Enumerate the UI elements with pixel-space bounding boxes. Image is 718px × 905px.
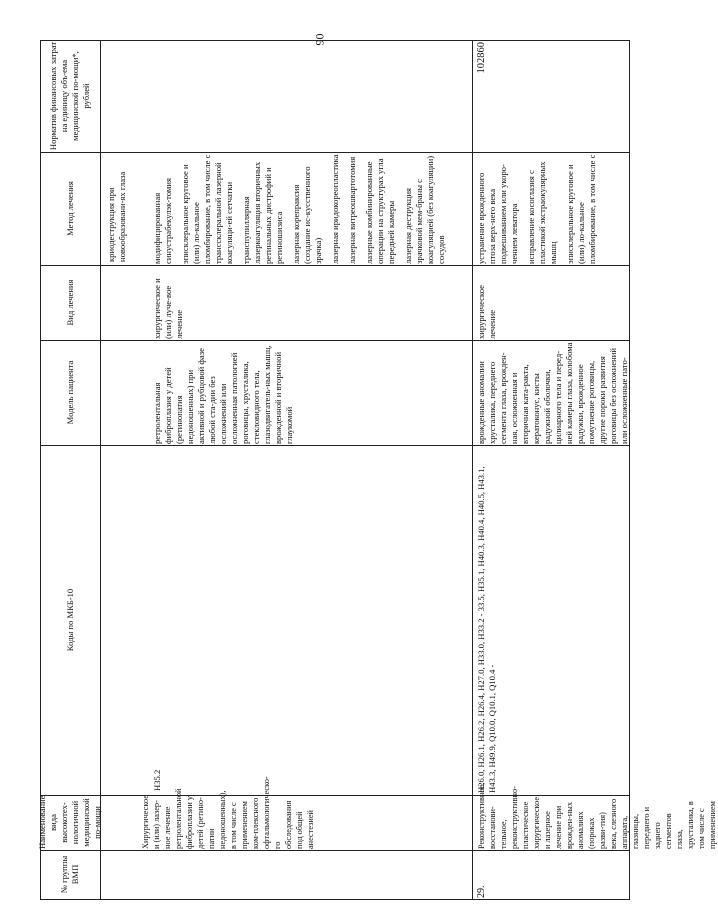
row29-group — [476, 852, 496, 898]
row29-name-text: Реконструктивное, восстанови-тельное, реконструктивно-пластическое хирургическое и лазерное лечение при врожден-ных аномалиях (пороках разви-тия) века, слезного аппарата, глазницы, переднего и заднего сегментов глаза, хрусталика, в том числе с применением — [477, 782, 717, 849]
table-border-top — [40, 40, 630, 41]
row29-icd — [476, 446, 628, 793]
row29-methods — [476, 154, 628, 264]
row1-icd-text: H35.2 — [152, 769, 162, 791]
header-icd-text: Коды по МКБ-10 — [64, 588, 75, 652]
table-border-bottom — [40, 899, 630, 900]
row29-model — [476, 341, 628, 444]
row1-methods — [152, 154, 470, 264]
row1-model-text: ретролентальная фиброплазия у детей (ретинопатия недоношенных) при активной и рубцовой фазе любой ста-дии без осложнений или осложненная патологией роговицы, хрусталика, стекловидного тела, глазодвигатель-ных мышц, врожденной и вторичной глаукомой — [152, 345, 294, 444]
row29-group-text: 29. — [476, 885, 487, 898]
row0-method-text: криодеструкция при новообразовани-ях глаза — [106, 171, 127, 262]
row29-treatment-type-text: хирургическое лечение — [476, 285, 497, 339]
row1-model — [152, 341, 294, 444]
row29-norm-text: 102860 — [476, 42, 487, 74]
row1-method-item: лазерная витреошвартотомия — [347, 156, 357, 264]
row1-treatment-type-text: хирургическое и (или) луче-вое лечение — [152, 278, 184, 339]
header-name — [37, 795, 102, 849]
col-divider-6 — [40, 850, 630, 851]
header-norm-text: Норматив финансовых затрат на единицу объ-ема медицинской по-мощи*, рублей — [48, 41, 91, 151]
header-model — [42, 341, 98, 444]
row1-icd — [152, 446, 172, 791]
header-group — [42, 851, 98, 898]
table-divider-row29 — [472, 40, 473, 900]
row29-model-text: врожденные аномалии хрусталика, переднего сегмента глаза, врожден-ная, осложненная и вторичная ката-ракта, кератоконус, кисты радужной оболочки, цилиарного тела и перед-ней камеры глаза, колобома радужки, врожденное помутнение роговицы, другие пороки развития роговицы без осложнений или осложненные пато- — [476, 342, 629, 444]
row1-methods-list — [152, 154, 470, 264]
medical-care-table — [37, 40, 717, 900]
row29-icd-text: H26.0, H26.1, H26.2, H26.4, H27.0, H33.0, H33.2 - 33.5, H35.1, H40.3, H40.4, H40.5, H43.1, H43.3, H49.9, Q10.0, Q10.1, Q10.4 - — [476, 466, 497, 793]
row29-method-item: устранение врожденного птоза верх-него века подвешиванием или укоро-чением леватора — [476, 164, 519, 264]
row1-method-item: транспупиллярная лазеркоагуляция вторичных ретинальных дистрофий и ретиношизиса — [241, 161, 284, 264]
header-method — [42, 153, 98, 264]
row29-methods-list — [476, 154, 628, 264]
header-group-text: № группы ВМП — [59, 855, 80, 894]
table-divider-header — [100, 40, 101, 900]
col-divider-2 — [40, 265, 630, 266]
row1-method-item: лазерная корепраксия (создание ис-кусственного зрачка) — [291, 166, 323, 264]
row29-method-item: исправление косоглазия с пластикой экстраокулярных мышц — [526, 161, 558, 264]
header-name-text: Наименование вида высокотех-нологичной медицинской по-мощи — [37, 795, 102, 849]
header-norm — [42, 41, 98, 151]
header-method-text: Метод лечения — [64, 181, 75, 236]
header-icd — [42, 446, 98, 794]
row29-treatment-type — [476, 266, 516, 339]
row1-method-item: эписклеральное круговое и (или) ло-кальное пломбирование, в том числе с транссклеральной лазерной коагуляци-ей сетчатки — [180, 154, 234, 264]
row29-name — [476, 782, 717, 849]
row0-method — [106, 154, 136, 262]
row1-method-item: лазерная иридокореопластика — [330, 154, 340, 264]
table-border-left — [40, 40, 41, 900]
header-treatment-type — [42, 266, 98, 339]
row29-norm — [476, 42, 516, 150]
col-divider-1 — [40, 152, 630, 153]
row29-method-item: эписклеральное круговое и (или) ло-кальное пломбирование, в том числе с — [565, 154, 597, 264]
header-model-text: Модель пациента — [64, 360, 75, 425]
row1-method-item: модифицированная синустрабекулэк-томия — [152, 178, 173, 264]
row1-name-text: Хирургическое и (или) лазер-ное лечение ретролентальной фиброплазии у детей (ретино-патии недоношенных), в том числе с применением ком-плексного офтальмологическо-го обследования под общей анестезией — [141, 776, 315, 849]
page-number-text: 90 — [312, 33, 327, 45]
row1-method-item: лазерная деструкция зрачковой мем-браны с коагуляцией (без коагуляции) сосудов — [403, 155, 446, 264]
row1-treatment-type — [152, 266, 192, 339]
row1-method-item: лазерные комбинированные операции на структурах угла передней камеры — [364, 158, 396, 264]
table-border-right — [629, 40, 630, 900]
header-treatment-type-text: Вид лечения — [64, 279, 75, 326]
